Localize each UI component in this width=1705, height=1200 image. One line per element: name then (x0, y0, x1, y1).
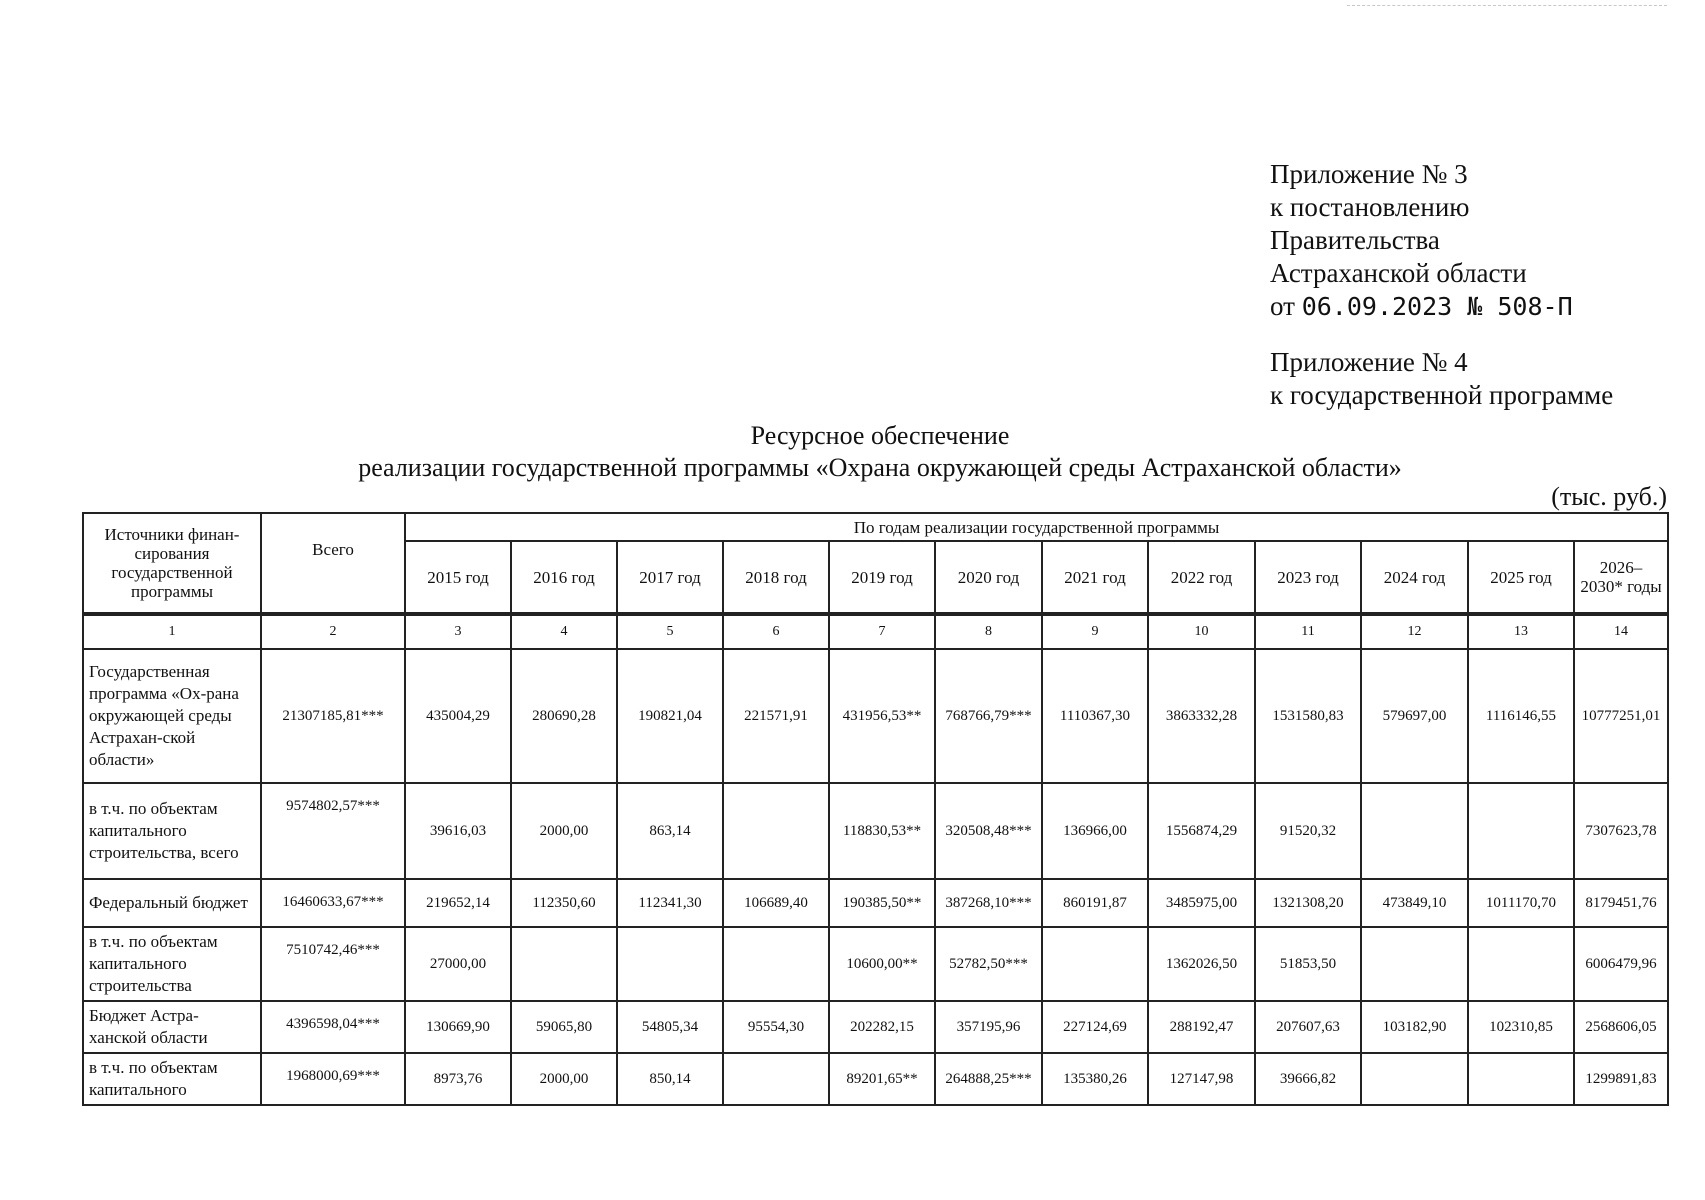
row-value: 103182,90 (1361, 1001, 1468, 1053)
annex-line: Астраханской области (1270, 258, 1527, 288)
row-value: 207607,63 (1255, 1001, 1361, 1053)
row-value: 280690,28 (511, 649, 617, 783)
row-value: 10600,00** (829, 927, 935, 1001)
title-line-2: реализации государственной программы «Охрана окружающей среды Астраханской области» (358, 453, 1402, 482)
row-label: Бюджет Астра-ханской области (83, 1001, 261, 1053)
row-total: 7510742,46*** (261, 927, 405, 1001)
row-value: 1531580,83 (1255, 649, 1361, 783)
annex-date-prefix: от (1270, 291, 1295, 321)
column-number: 7 (829, 614, 935, 649)
column-number: 8 (935, 614, 1042, 649)
row-value: 8973,76 (405, 1053, 511, 1105)
row-label: в т.ч. по объектам капитального строительства, всего (83, 783, 261, 879)
row-value: 190821,04 (617, 649, 723, 783)
column-number: 6 (723, 614, 829, 649)
row-value: 7307623,78 (1574, 783, 1668, 879)
row-value (1361, 1053, 1468, 1105)
resource-table (82, 512, 1669, 1106)
row-value: 3863332,28 (1148, 649, 1255, 783)
column-number: 12 (1361, 614, 1468, 649)
row-value: 1556874,29 (1148, 783, 1255, 879)
row-value (1361, 927, 1468, 1001)
program-annex-line: Приложение № 4 (1270, 347, 1468, 377)
row-total: 16460633,67*** (261, 879, 405, 927)
header-year: 2025 год (1468, 541, 1574, 614)
row-value (1468, 783, 1574, 879)
row-total: 9574802,57*** (261, 783, 405, 879)
row-value (1042, 927, 1148, 1001)
row-value: 2000,00 (511, 1053, 617, 1105)
row-value: 102310,85 (1468, 1001, 1574, 1053)
row-value (511, 927, 617, 1001)
row-value: 6006479,96 (1574, 927, 1668, 1001)
annex-block (1270, 158, 1613, 412)
annex-line: Приложение № 3 (1270, 159, 1468, 189)
row-value: 202282,15 (829, 1001, 935, 1053)
header-year: 2015 год (405, 541, 511, 614)
header-year: 2020 год (935, 541, 1042, 614)
row-value: 219652,14 (405, 879, 511, 927)
document-title (0, 420, 1705, 484)
row-value (1361, 783, 1468, 879)
table-row (83, 927, 1668, 1001)
row-value: 8179451,76 (1574, 879, 1668, 927)
row-value (1468, 1053, 1574, 1105)
header-year: 2017 год (617, 541, 723, 614)
column-number: 10 (1148, 614, 1255, 649)
row-value: 221571,91 (723, 649, 829, 783)
row-value: 1110367,30 (1042, 649, 1148, 783)
row-value: 1116146,55 (1468, 649, 1574, 783)
header-year: 2018 год (723, 541, 829, 614)
row-value (617, 927, 723, 1001)
row-value: 579697,00 (1361, 649, 1468, 783)
header-year: 2019 год (829, 541, 935, 614)
row-value: 89201,65** (829, 1053, 935, 1105)
row-value (723, 1053, 829, 1105)
column-number: 9 (1042, 614, 1148, 649)
header-year: 2024 год (1361, 541, 1468, 614)
row-value: 10777251,01 (1574, 649, 1668, 783)
column-number: 3 (405, 614, 511, 649)
row-value: 850,14 (617, 1053, 723, 1105)
row-value: 51853,50 (1255, 927, 1361, 1001)
row-value (723, 783, 829, 879)
row-value: 27000,00 (405, 927, 511, 1001)
row-value: 1362026,50 (1148, 927, 1255, 1001)
row-value: 227124,69 (1042, 1001, 1148, 1053)
decree-date-number: 06.09.2023 № 508-П (1301, 292, 1573, 321)
row-value: 2568606,05 (1574, 1001, 1668, 1053)
row-value: 357195,96 (935, 1001, 1042, 1053)
row-value: 320508,48*** (935, 783, 1042, 879)
row-value: 863,14 (617, 783, 723, 879)
row-value: 106689,40 (723, 879, 829, 927)
row-total: 1968000,69*** (261, 1053, 405, 1105)
row-label: в т.ч. по объектам капитального (83, 1053, 261, 1105)
row-value: 1321308,20 (1255, 879, 1361, 927)
row-value: 431956,53** (829, 649, 935, 783)
row-value (1468, 927, 1574, 1001)
row-value: 112341,30 (617, 879, 723, 927)
row-value: 52782,50*** (935, 927, 1042, 1001)
column-number: 11 (1255, 614, 1361, 649)
header-year: 2016 год (511, 541, 617, 614)
row-value: 435004,29 (405, 649, 511, 783)
column-number: 4 (511, 614, 617, 649)
annex-line: к постановлению (1270, 192, 1470, 222)
row-label: Государственная программа «Ох-рана окружающей среды Астрахан-ской области» (83, 649, 261, 783)
row-label: Федеральный бюджет (83, 879, 261, 927)
column-number: 1 (83, 614, 261, 649)
row-value: 1011170,70 (1468, 879, 1574, 927)
row-value: 127147,98 (1148, 1053, 1255, 1105)
row-value: 39616,03 (405, 783, 511, 879)
column-number: 13 (1468, 614, 1574, 649)
header-year: 2023 год (1255, 541, 1361, 614)
title-line-1: Ресурсное обеспечение (750, 421, 1010, 450)
row-value: 118830,53** (829, 783, 935, 879)
units-label: (тыс. руб.) (1551, 482, 1667, 511)
column-numbers-row (83, 614, 1668, 649)
header-year: 2022 год (1148, 541, 1255, 614)
row-value: 54805,34 (617, 1001, 723, 1053)
row-value: 136966,00 (1042, 783, 1148, 879)
header-source: Источники финан-сирования государственной программы (83, 513, 261, 614)
row-value: 1299891,83 (1574, 1053, 1668, 1105)
scan-artifact-marks (1347, 5, 1667, 12)
row-value: 860191,87 (1042, 879, 1148, 927)
annex-line: Правительства (1270, 225, 1440, 255)
column-number: 14 (1574, 614, 1668, 649)
row-value: 135380,26 (1042, 1053, 1148, 1105)
row-value: 3485975,00 (1148, 879, 1255, 927)
row-total: 4396598,04*** (261, 1001, 405, 1053)
row-value: 2000,00 (511, 783, 617, 879)
table-row (83, 1001, 1668, 1053)
column-number: 5 (617, 614, 723, 649)
header-total: Всего (261, 513, 405, 614)
row-value: 264888,25*** (935, 1053, 1042, 1105)
row-value (723, 927, 829, 1001)
row-value: 130669,90 (405, 1001, 511, 1053)
row-value: 190385,50** (829, 879, 935, 927)
row-value: 91520,32 (1255, 783, 1361, 879)
row-value: 768766,79*** (935, 649, 1042, 783)
row-value: 288192,47 (1148, 1001, 1255, 1053)
row-value: 473849,10 (1361, 879, 1468, 927)
table-row (83, 649, 1668, 783)
header-row-1 (83, 513, 1668, 541)
header-year: 2026–2030* годы (1574, 541, 1668, 614)
row-value: 39666,82 (1255, 1053, 1361, 1105)
table-row (83, 1053, 1668, 1105)
table-row (83, 783, 1668, 879)
header-year: 2021 год (1042, 541, 1148, 614)
program-annex-line: к государственной программе (1270, 380, 1614, 410)
annex-date-line (1270, 290, 1613, 323)
row-value: 59065,80 (511, 1001, 617, 1053)
row-value: 112350,60 (511, 879, 617, 927)
header-years-group: По годам реализации государственной программы (405, 513, 1668, 541)
row-value: 95554,30 (723, 1001, 829, 1053)
table-row (83, 879, 1668, 927)
row-total: 21307185,81*** (261, 649, 405, 783)
row-label: в т.ч. по объектам капитального строительства (83, 927, 261, 1001)
row-value: 387268,10*** (935, 879, 1042, 927)
column-number: 2 (261, 614, 405, 649)
